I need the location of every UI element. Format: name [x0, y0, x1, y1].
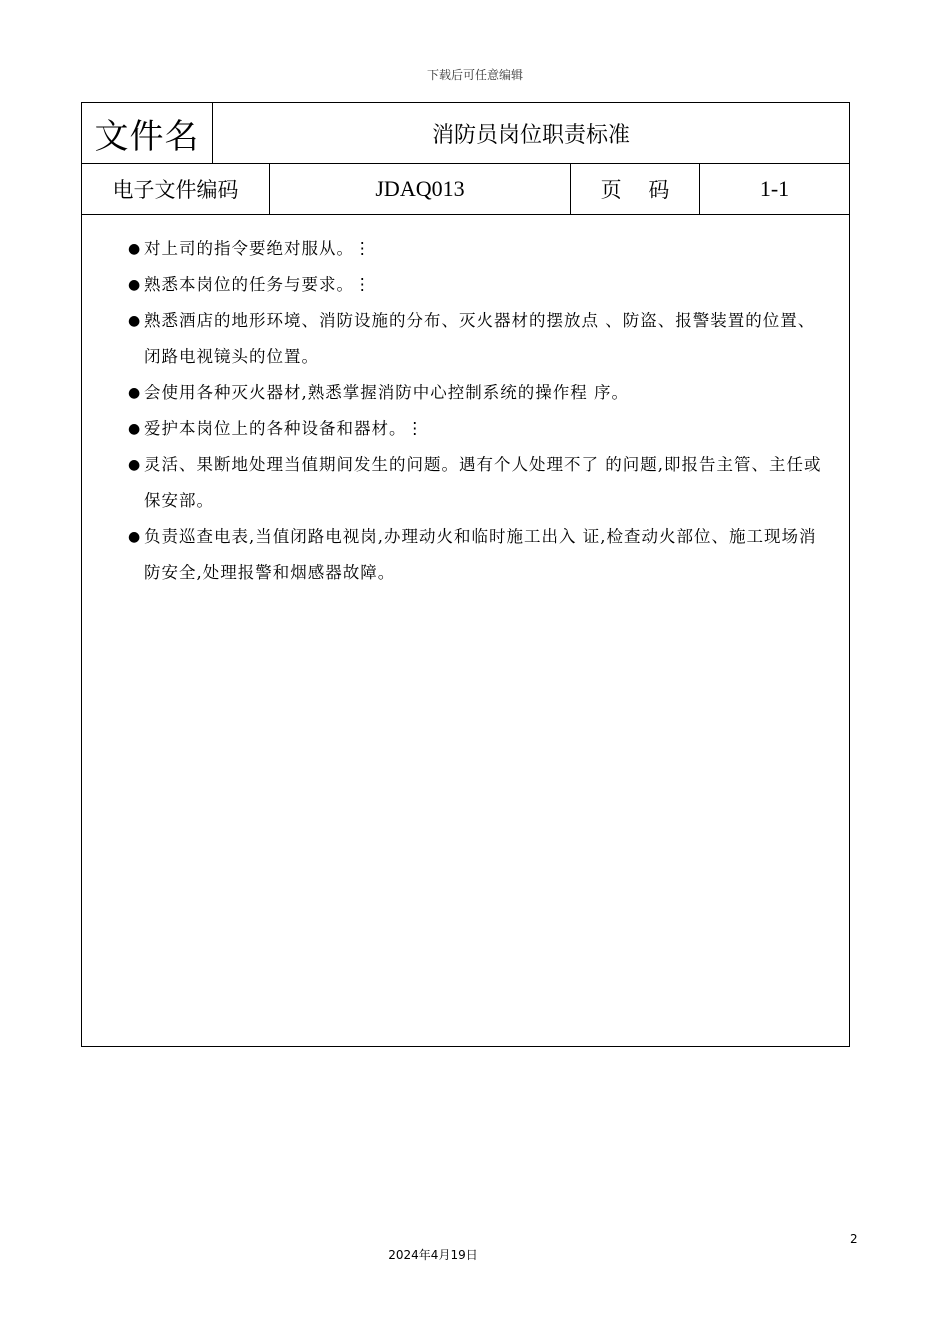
duties-list: [128, 231, 828, 591]
list-item: [128, 303, 828, 375]
list-item-text: 熟悉本岗位的任务与要求。⋮: [144, 275, 372, 294]
file-name-label: 文件名: [82, 103, 213, 163]
page-value: 1-1: [759, 176, 790, 201]
bullet-icon: ●: [128, 421, 142, 437]
bullet-icon: ●: [128, 313, 142, 329]
list-item-text: 负责巡查电表,当值闭路电视岗,办理动火和临时施工出入 证,检查动火部位、施工现场消防安全,处理报警和烟感器故障。: [144, 527, 817, 582]
page-number: 2: [850, 1232, 858, 1246]
page-header-note: 下载后可任意编辑: [426, 68, 523, 82]
list-item: [128, 267, 828, 303]
bullet-icon: ●: [128, 241, 142, 257]
page-label: 页 码: [571, 164, 700, 214]
bullet-icon: ●: [128, 457, 142, 473]
list-item: [128, 375, 828, 411]
list-item: [128, 519, 828, 591]
bullet-icon: ●: [128, 385, 142, 401]
footer-date: 2024年4月19日: [388, 1248, 478, 1262]
code-label: 电子文件编码: [82, 164, 270, 214]
list-item-text: 灵活、果断地处理当值期间发生的问题。遇有个人处理不了 的问题,即报告主管、主任或保安部。: [144, 455, 822, 510]
list-item-text: 爱护本岗位上的各种设备和器材。⋮: [144, 419, 424, 438]
bullet-icon: ●: [128, 277, 142, 293]
code-value: JDAQ013: [270, 164, 571, 214]
list-item-text: 会使用各种灭火器材,熟悉掌握消防中心控制系统的操作程 序。: [144, 383, 629, 402]
document-table: [81, 102, 850, 1047]
list-item-text: 熟悉酒店的地形环境、消防设施的分布、灭火器材的摆放点 、防盗、报警装置的位置、闭路电视镜头的位置。: [144, 311, 816, 366]
list-item: [128, 231, 828, 267]
title-row: [82, 103, 849, 164]
file-name-value: 消防员岗位职责标准: [431, 122, 630, 148]
code-row: [82, 164, 849, 215]
list-item: [128, 411, 828, 447]
bullet-icon: ●: [128, 529, 142, 545]
list-item-text: 对上司的指令要绝对服从。⋮: [144, 239, 372, 258]
list-item: [128, 447, 828, 519]
